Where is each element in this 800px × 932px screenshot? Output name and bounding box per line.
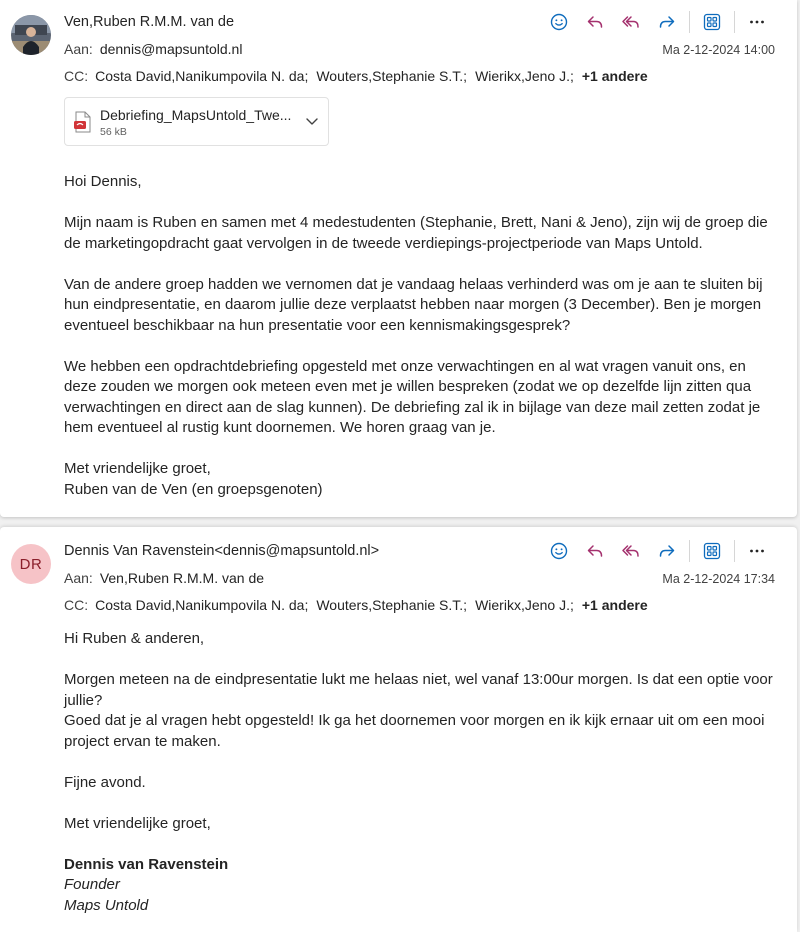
cc-label: CC:: [64, 597, 89, 613]
emoji-icon: [549, 12, 569, 32]
cc-recipient[interactable]: Costa David,Nanikumpovila N. da;: [95, 597, 309, 613]
reply-all-icon: [621, 541, 641, 561]
to-label: Aan:: [64, 41, 93, 57]
to-row: [64, 570, 264, 586]
toolbar-divider: [689, 540, 690, 562]
attachment-name: Debriefing_MapsUntold_Twe...: [100, 107, 292, 123]
message-actions: [541, 540, 775, 562]
apps-icon: [702, 541, 722, 561]
body-paragraph: Morgen meteen na de eindpresentatie lukt me helaas niet, wel vanaf 13:00ur morgen. Is dat een optie voor jullie?: [64, 671, 773, 709]
chevron-down-icon[interactable]: [304, 113, 320, 129]
cc-row: [64, 597, 648, 613]
cc-more-link[interactable]: +1 andere: [581, 597, 648, 613]
signature-title: Founder: [64, 876, 120, 893]
sender-name[interactable]: Ven,Ruben R.M.M. van de: [64, 14, 235, 30]
closing-line: Met vriendelijke groet,: [64, 814, 211, 832]
apps-button[interactable]: [694, 540, 730, 562]
toolbar-divider: [734, 11, 735, 33]
closing-name: Ruben van de Ven (en groepsgenoten): [64, 480, 323, 498]
sender-name[interactable]: Dennis Van Ravenstein<dennis@mapsuntold.nl>: [64, 543, 380, 559]
message-date: Ma 2-12-2024 17:34: [662, 572, 775, 586]
emoji-button[interactable]: [541, 11, 577, 33]
avatar[interactable]: [11, 15, 51, 55]
reply-all-button[interactable]: [613, 540, 649, 562]
reply-all-button[interactable]: [613, 11, 649, 33]
reply-all-icon: [621, 12, 641, 32]
cc-more-link[interactable]: +1 andere: [581, 68, 648, 84]
body-paragraph: Hoi Dennis,: [64, 173, 142, 190]
signature-company: Maps Untold: [64, 896, 149, 914]
cc-recipient[interactable]: Wierikx,Jeno J.;: [475, 68, 574, 84]
more-options-icon: [747, 12, 767, 32]
body-paragraph: Goed dat je al vragen hebt opgesteld! Ik ga het doornemen voor morgen en ik kijk ernaar uit om een mooi project ervan te maken.: [64, 712, 765, 750]
body-paragraph: Hi Ruben & anderen,: [64, 630, 205, 647]
emoji-icon: [549, 541, 569, 561]
apps-icon: [702, 12, 722, 32]
reply-button[interactable]: [577, 11, 613, 33]
more-options-button[interactable]: [739, 11, 775, 33]
signature-name: Dennis van Ravenstein: [64, 855, 229, 873]
forward-button[interactable]: [649, 11, 685, 33]
avatar-photo-icon: [11, 15, 51, 55]
emoji-button[interactable]: [541, 540, 577, 562]
cc-recipient[interactable]: Wierikx,Jeno J.;: [475, 597, 574, 613]
message-2: [0, 527, 797, 932]
body-paragraph: Van de andere groep hadden we vernomen dat je vandaag helaas verhinderd was om je aan te sluiten bij hun eindpresentatie, en daarom jullie deze verplaatst hebben naar morgen (3 December). Ben je morgen eventueel beschikbaar na hun presentatie voor een kennismakingsgesprek?: [64, 275, 763, 334]
to-label: Aan:: [64, 570, 93, 586]
message-actions: [541, 11, 775, 33]
forward-icon: [657, 12, 677, 32]
more-options-icon: [747, 541, 767, 561]
body-paragraph: Mijn naam is Ruben en samen met 4 medestudenten (Stephanie, Brett, Nani & Jeno), zijn wij de groep die de marketingopdracht gaat vervolgen in de tweede verdiepings-projectperiode van Maps Untold.: [64, 214, 768, 252]
cc-row: [64, 68, 648, 84]
message-body: [64, 172, 779, 500]
body-paragraph: We hebben een opdrachtdebriefing opgesteld met onze verwachtingen en al wat vragen vanuit ons, en deze zouden we morgen ook meteen even met je willen bespreken (zodat we op dezelfde lijn zitten qua verwachtingen en direct aan de slag kunnen). De debriefing zal ik in bijlage van deze mail zetten zodat je hem eventueel al rustig kunt doornemen. We horen graag van je.: [64, 357, 761, 436]
reply-button[interactable]: [577, 540, 613, 562]
cc-label: CC:: [64, 68, 89, 84]
toolbar-divider: [734, 540, 735, 562]
message-body: [64, 629, 779, 916]
forward-icon: [657, 541, 677, 561]
cc-recipient[interactable]: Costa David,Nanikumpovila N. da;: [95, 68, 309, 84]
avatar[interactable]: DR: [11, 544, 51, 584]
attachment-card[interactable]: [64, 97, 329, 146]
reply-icon: [585, 541, 605, 561]
to-row: [64, 41, 242, 57]
toolbar-divider: [689, 11, 690, 33]
forward-button[interactable]: [649, 540, 685, 562]
cc-recipient[interactable]: Wouters,Stephanie S.T.;: [316, 68, 468, 84]
to-recipient[interactable]: Ven,Ruben R.M.M. van de: [99, 570, 265, 586]
apps-button[interactable]: [694, 11, 730, 33]
message-date: Ma 2-12-2024 14:00: [662, 43, 775, 57]
signature: [64, 855, 779, 917]
body-paragraph: Fijne avond.: [64, 773, 146, 791]
attachment-size: 56 kB: [100, 126, 127, 138]
to-recipient[interactable]: dennis@mapsuntold.nl: [99, 41, 243, 57]
closing-line: Met vriendelijke groet,: [64, 460, 211, 477]
reply-icon: [585, 12, 605, 32]
more-options-button[interactable]: [739, 540, 775, 562]
cc-recipient[interactable]: Wouters,Stephanie S.T.;: [316, 597, 468, 613]
pdf-file-icon: [73, 111, 93, 133]
